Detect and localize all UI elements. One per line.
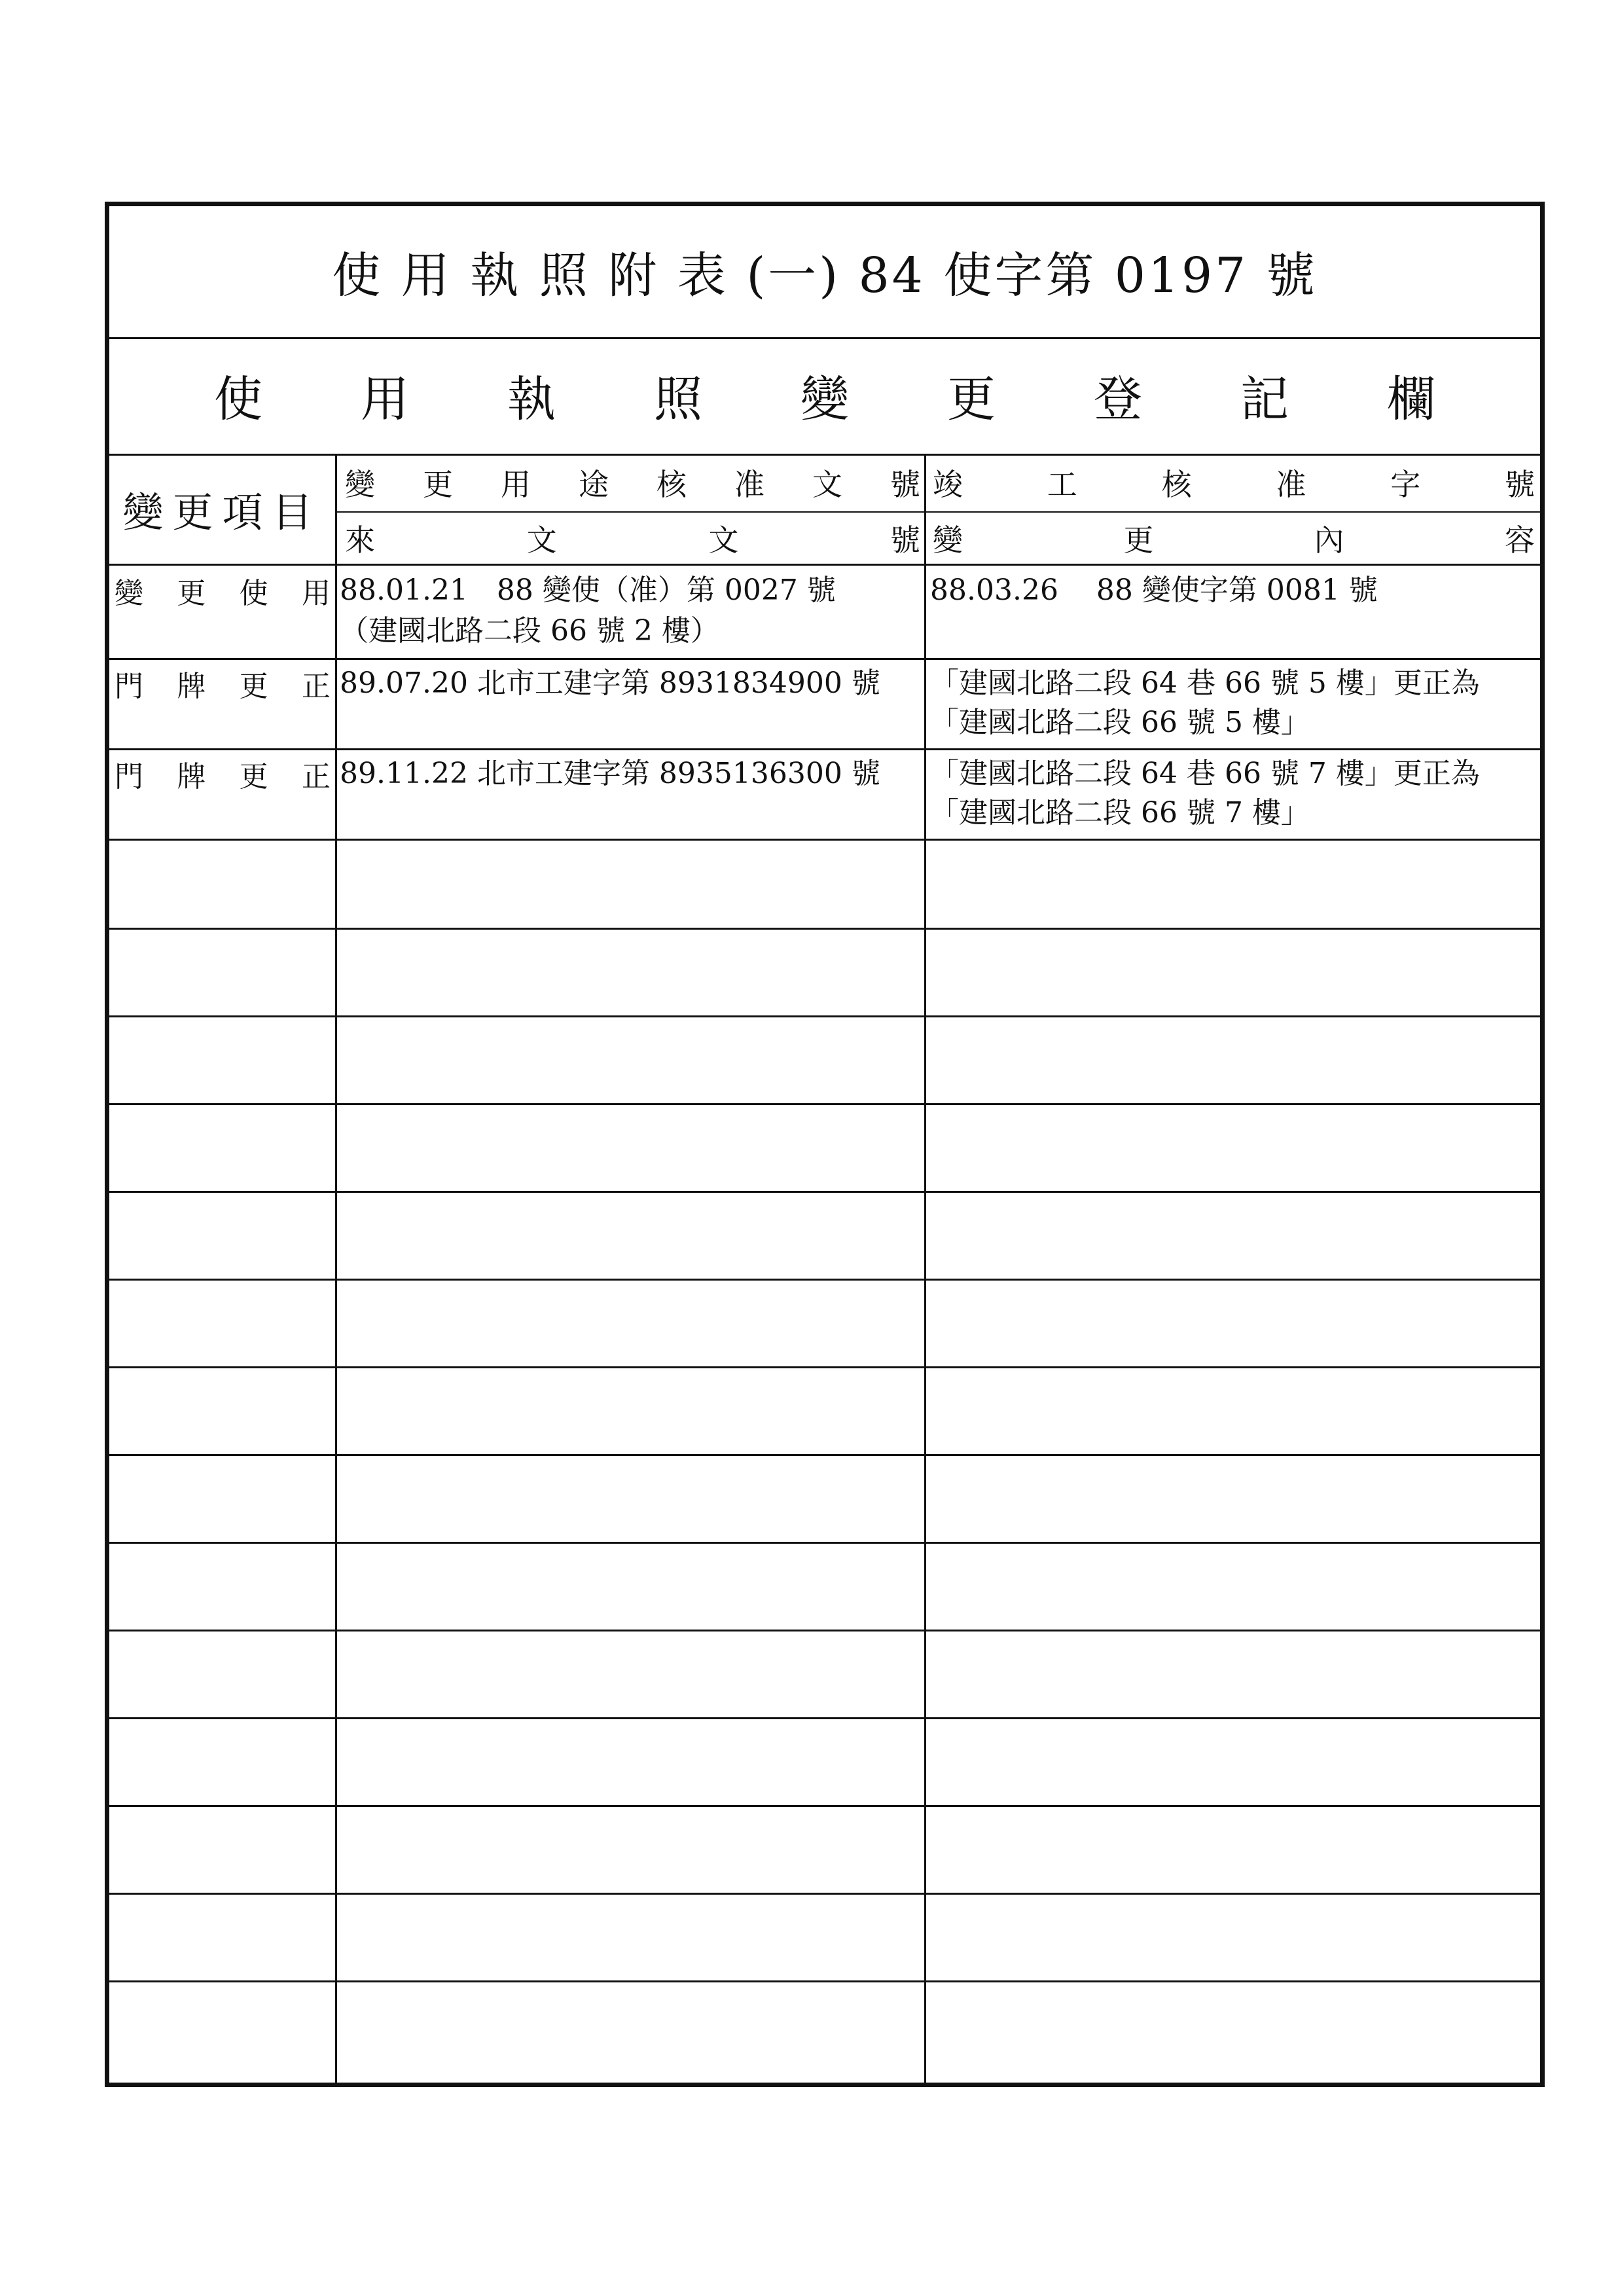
row-divider	[109, 1191, 1540, 1193]
usage-permit-change-form	[105, 202, 1545, 2087]
header-char: 文	[812, 467, 842, 502]
row-content-line: 「建國北路二段 66 號 7 樓」	[930, 796, 1310, 829]
row-item-label	[115, 754, 331, 794]
row-divider	[109, 1630, 1540, 1631]
row-divider	[109, 928, 1540, 930]
row-divider	[109, 748, 1540, 750]
header-char: 變	[345, 467, 375, 502]
item-char: 牌	[177, 760, 206, 793]
header-char: 容	[1504, 522, 1535, 558]
header-char: 用	[501, 467, 531, 502]
row-divider	[109, 658, 1540, 660]
header-char: 來	[345, 522, 375, 558]
row-doc-line: 89.07.20 北市工建字第 8931834900 號	[340, 666, 880, 700]
header-char: 文	[526, 522, 557, 558]
header-char: 字	[1390, 467, 1421, 502]
item-char: 更	[239, 760, 268, 793]
header-char: 更	[423, 467, 453, 502]
row-divider	[109, 1454, 1540, 1456]
header-incoming-doc-no	[340, 513, 926, 564]
row-content-line: 「建國北路二段 64 巷 66 號 7 樓」更正為	[930, 757, 1480, 790]
row-doc-line: （建國北路二段 66 號 2 樓）	[340, 614, 719, 647]
row-divider	[109, 1893, 1540, 1895]
header-char: 工	[1047, 467, 1077, 502]
header-change-content	[927, 513, 1540, 564]
row-divider	[109, 1805, 1540, 1807]
item-char: 門	[115, 760, 143, 793]
item-char: 牌	[177, 670, 206, 703]
header-char: 核	[656, 467, 687, 502]
item-char: 變	[115, 577, 143, 610]
row-divider	[109, 1103, 1540, 1105]
row-content-line: 「建國北路二段 64 巷 66 號 5 樓」更正為	[930, 666, 1480, 700]
row-doc-line: 89.11.22 北市工建字第 8935136300 號	[340, 757, 880, 790]
item-char: 更	[177, 577, 206, 610]
divider	[109, 564, 1540, 566]
item-char: 正	[301, 760, 331, 793]
row-divider	[109, 1717, 1540, 1719]
header-char: 核	[1161, 467, 1192, 502]
header-char: 准	[734, 467, 764, 502]
header-char: 號	[890, 522, 920, 558]
header-char: 竣	[933, 467, 963, 502]
header-char: 文	[708, 522, 739, 558]
header-completion-no	[927, 456, 1540, 509]
header-char: 准	[1276, 467, 1306, 502]
form-subtitle: 使用執照變更登記欄	[214, 371, 1534, 428]
row-divider	[109, 1279, 1540, 1281]
header-char: 途	[579, 467, 609, 502]
header-char: 內	[1314, 522, 1344, 558]
item-char: 門	[115, 670, 143, 703]
row-doc-line: 88.01.21 88 變使（准）第 0027 號	[340, 574, 836, 607]
row-divider	[109, 1366, 1540, 1368]
form-title: 使 用 執 照 附 表 (一) 84 使字第 0197 號	[332, 247, 1318, 304]
header-change-item: 變更項目	[122, 488, 322, 536]
row-item-label	[115, 570, 331, 611]
header-char: 更	[1123, 522, 1154, 558]
item-char: 用	[301, 577, 331, 610]
header-approval-doc-no	[340, 456, 926, 509]
header-char: 變	[933, 522, 963, 558]
row-divider	[109, 1980, 1540, 1982]
row-divider	[109, 839, 1540, 841]
item-char: 正	[301, 670, 331, 703]
column-divider	[335, 454, 337, 2083]
header-char: 號	[890, 467, 920, 502]
row-content-line: 88.03.26 88 變使字第 0081 號	[930, 574, 1378, 607]
item-char: 使	[239, 577, 268, 610]
header-char: 號	[1504, 467, 1535, 502]
row-content-line: 「建國北路二段 66 號 5 樓」	[930, 706, 1310, 739]
item-char: 更	[239, 670, 268, 703]
row-item-label	[115, 663, 331, 704]
row-divider	[109, 1542, 1540, 1544]
column-divider	[924, 454, 926, 2083]
row-divider	[109, 1015, 1540, 1017]
